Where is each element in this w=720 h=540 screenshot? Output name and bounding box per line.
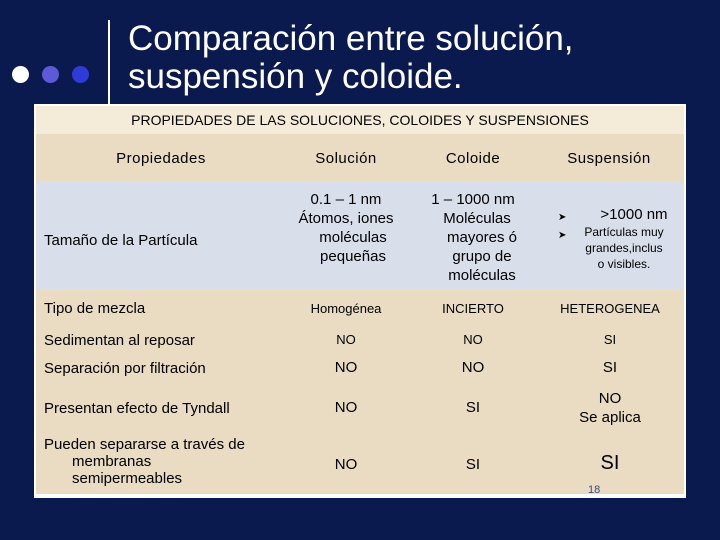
cell-line: Partículas muy (584, 225, 664, 239)
cell-line: grandes,inclus (585, 241, 663, 255)
slide-title-line2: suspensión y coloide. (128, 57, 463, 96)
cell-solucion-membranas: NO (334, 456, 358, 473)
cell-coloide-membranas: SI (465, 456, 481, 473)
slide-title (128, 20, 708, 106)
column-header-solucion: Solución (315, 150, 377, 167)
cell-suspension-sedimentan: SI (603, 332, 617, 347)
cell-coloide-sedimentan: NO (463, 332, 483, 347)
cell-suspension-membranas: SI (600, 452, 620, 474)
cell-suspension-tamano-size: >1000 nm (600, 206, 668, 223)
cell-coloide-tyndall: SI (465, 399, 481, 416)
cell-line: Se aplica (579, 409, 641, 426)
row-label-tipo-mezcla: Tipo de mezcla (44, 300, 146, 317)
bullet-arrow-icon: ➤ (558, 230, 567, 241)
slide-title-line1: Comparación entre solución, (128, 20, 574, 58)
cell-suspension-tipo: HETEROGENEA (560, 301, 660, 316)
cell-line: Moléculas (443, 210, 511, 227)
decor-dot-blue (72, 66, 89, 83)
cell-suspension-filtracion: SI (602, 359, 618, 376)
cell-line: mayores ó (446, 229, 518, 246)
cell-line: o visibles. (597, 257, 651, 271)
cell-suspension-tyndall (550, 389, 670, 427)
decor-dot-lavender (42, 66, 59, 83)
cell-line: pequeñas (320, 248, 386, 265)
row-label-filtracion: Separación por filtración (44, 360, 206, 377)
column-header-suspension: Suspensión (567, 150, 651, 167)
cell-line: grupo de (452, 248, 512, 265)
cell-line: 0.1 – 1 nm (310, 191, 382, 208)
title-divider (108, 20, 110, 112)
page-number: 18 (588, 484, 601, 496)
table-caption: PROPIEDADES DE LAS SOLUCIONES, COLOIDES Y SUSPENSIONES (36, 106, 684, 134)
decor-dot-white (12, 66, 29, 83)
cell-suspension-tamano-desc (568, 224, 680, 272)
cell-line: semipermeables (72, 470, 183, 487)
cell-coloide-filtracion: NO (461, 359, 485, 376)
cell-line: Pueden separarse a través de (44, 436, 245, 453)
cell-line: moléculas (319, 229, 387, 246)
row-label-sedimentan: Sedimentan al reposar (44, 332, 195, 349)
cell-line: NO (598, 390, 622, 407)
cell-solucion-sedimentan: NO (336, 332, 356, 347)
cell-solucion-tamano (281, 190, 411, 266)
cell-coloide-tamano (408, 190, 538, 285)
column-header-propiedades: Propiedades (116, 150, 206, 167)
row-label-membranas (44, 436, 245, 487)
cell-solucion-filtracion: NO (334, 359, 358, 376)
cell-line: Átomos, iones (298, 210, 394, 227)
bullet-arrow-icon: ➤ (558, 212, 567, 223)
cell-solucion-tipo: Homogénea (310, 301, 382, 316)
row-label-tamano: Tamaño de la Partícula (44, 232, 198, 249)
cell-solucion-tyndall: NO (334, 399, 358, 416)
cell-line: 1 – 1000 nm (431, 191, 515, 208)
column-header-coloide: Coloide (445, 150, 501, 167)
comparison-table (34, 104, 686, 498)
cell-line: moléculas (448, 267, 516, 284)
row-label-tyndall: Presentan efecto de Tyndall (44, 400, 230, 417)
cell-coloide-tipo: INCIERTO (442, 301, 504, 316)
cell-line: membranas (72, 453, 152, 470)
